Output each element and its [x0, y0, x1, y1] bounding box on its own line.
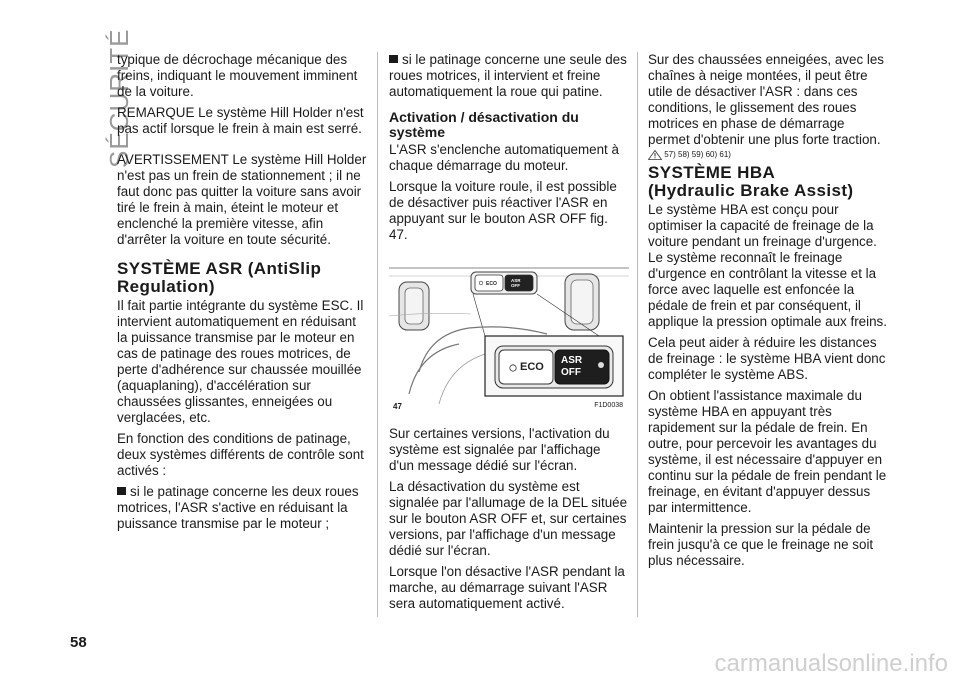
warning-refs-text: 57) 58) 59) 60) 61) [664, 150, 731, 160]
watermark: carmanualsonline.info [714, 650, 948, 677]
asr-button-label-2: OFF [561, 367, 581, 378]
paragraph: L'ASR s'enclenche automatiquement à chaque démarrage du moteur. [389, 142, 619, 173]
warning-triangle-icon [648, 150, 662, 160]
svg-text:ECO: ECO [486, 281, 497, 287]
paragraph: Cela peut aider à réduire les distances de freinage : le système HBA vient donc compléter le système ABS. [648, 335, 886, 383]
bullet-icon [389, 55, 398, 63]
svg-text:ASR: ASR [511, 278, 521, 283]
paragraph: Maintenir la pression sur la pédale de frein jusqu'à ce que le freinage ne soit plus nécessaire. [648, 521, 874, 569]
column-3 [648, 52, 888, 569]
paragraph: En fonction des conditions de patinage, deux systèmes différents de contrôle sont activés : [117, 431, 364, 478]
warning-paragraph: AVERTISSEMENT Le système Hill Holder n'est pas un frein de stationnement ; il ne faut donc pas quitter la voiture sans avoir tiré le frein à main, éteint le moteur et enclenché la première vitesse, afin d'arrêter la voiture en toute sécurité. [117, 152, 367, 247]
figure-asr-button [389, 254, 629, 418]
paragraph: Sur certaines versions, l'activation du système est signalée par l'affichage d'un message dédié sur l'écran. [389, 426, 610, 473]
bullet-icon [117, 487, 126, 495]
bullet-item [117, 484, 367, 532]
svg-text:OFF: OFF [511, 283, 520, 288]
bullet-item [389, 52, 629, 100]
paragraph: Lorsque l'on désactive l'ASR pendant la marche, au démarrage suivant l'ASR sera automatiquement activé. [389, 564, 625, 611]
bullet-text: si le patinage concerne une seule des roues motrices, il intervient et freine automatiquement la roue qui patine. [389, 52, 627, 99]
figure-code: F1D0038 [594, 402, 623, 409]
paragraph: Lorsque la voiture roule, il est possible de désactiver puis réactiver l'ASR en appuyant sur le bouton ASR OFF fig. 47. [389, 179, 617, 242]
column-divider [637, 52, 638, 617]
heading-activation: Activation / désactivation du système [389, 109, 579, 140]
page-number: 58 [70, 634, 87, 651]
asr-button-label-1: ASR [561, 355, 583, 366]
column-divider [377, 52, 378, 617]
bullet-text: si le patinage concerne les deux roues motrices, l'ASR s'active en réduisant la puissance transmise par le moteur ; [117, 484, 359, 531]
warning-references [648, 150, 888, 160]
dashboard-illustration [389, 254, 629, 404]
paragraph: typique de décrochage mécanique des freins, indiquant le mouvement imminent de la voiture. [117, 52, 358, 99]
paragraph: On obtient l'assistance maximale du système HBA en appuyant très rapidement sur la pédale de frein. En outre, pour percevoir les avantages du système, il est nécessaire d'appuyer en continu sur la pédale de frein pendant le freinage, en évitant d'appuyer dessus par intermittence. [648, 388, 887, 516]
column-1 [117, 52, 367, 532]
column-2 [389, 52, 629, 612]
figure-number: 47 [393, 402, 402, 411]
section-title [66, 28, 134, 170]
eco-button-label: ECO [520, 361, 544, 373]
paragraph: Il fait partie intégrante du système ESC. Il intervient automatiquement en réduisant la puissance transmise par le moteur en cas de patinage des roues motrices, de perte d'adhérence sur chaussée mouillée (aquaplaning), d'accélération sur chaussées glissantes, enneigées ou verglacées, etc. [117, 298, 364, 425]
paragraph: Le système HBA est conçu pour optimiser la capacité de freinage de la voiture pendant un freinage d'urgence. Le système reconnaît le freinage d'urgence en contrôlant la vitesse et la force avec laquelle est enfoncée la pédale de frein et par conséquent, il applique la pression optimale aux freins. [648, 202, 887, 330]
heading-hba-sub: (Hydraulic Brake Assist) [648, 181, 854, 201]
paragraph: Sur des chaussées enneigées, avec les chaînes à neige montées, il peut être utile de désactiver l'ASR : dans ces conditions, le glissement des roues motrices en phase de démarrage permet d'obtenir une plus forte traction. [648, 52, 884, 147]
heading-hba: SYSTÈME HBA [648, 163, 776, 183]
section-title-text: SÉCURITÉ [104, 28, 134, 168]
paragraph: La désactivation du système est signalée par l'allumage de la DEL située sur le bouton ASR OFF et, sur certaines versions, par l'affichage d'un message dédié sur l'écran. [389, 479, 628, 558]
remark-paragraph: REMARQUE Le système Hill Holder n'est pas actif lorsque le frein à main est serré. [117, 105, 364, 136]
heading-asr: SYSTÈME ASR (AntiSlip Regulation) [117, 259, 322, 296]
